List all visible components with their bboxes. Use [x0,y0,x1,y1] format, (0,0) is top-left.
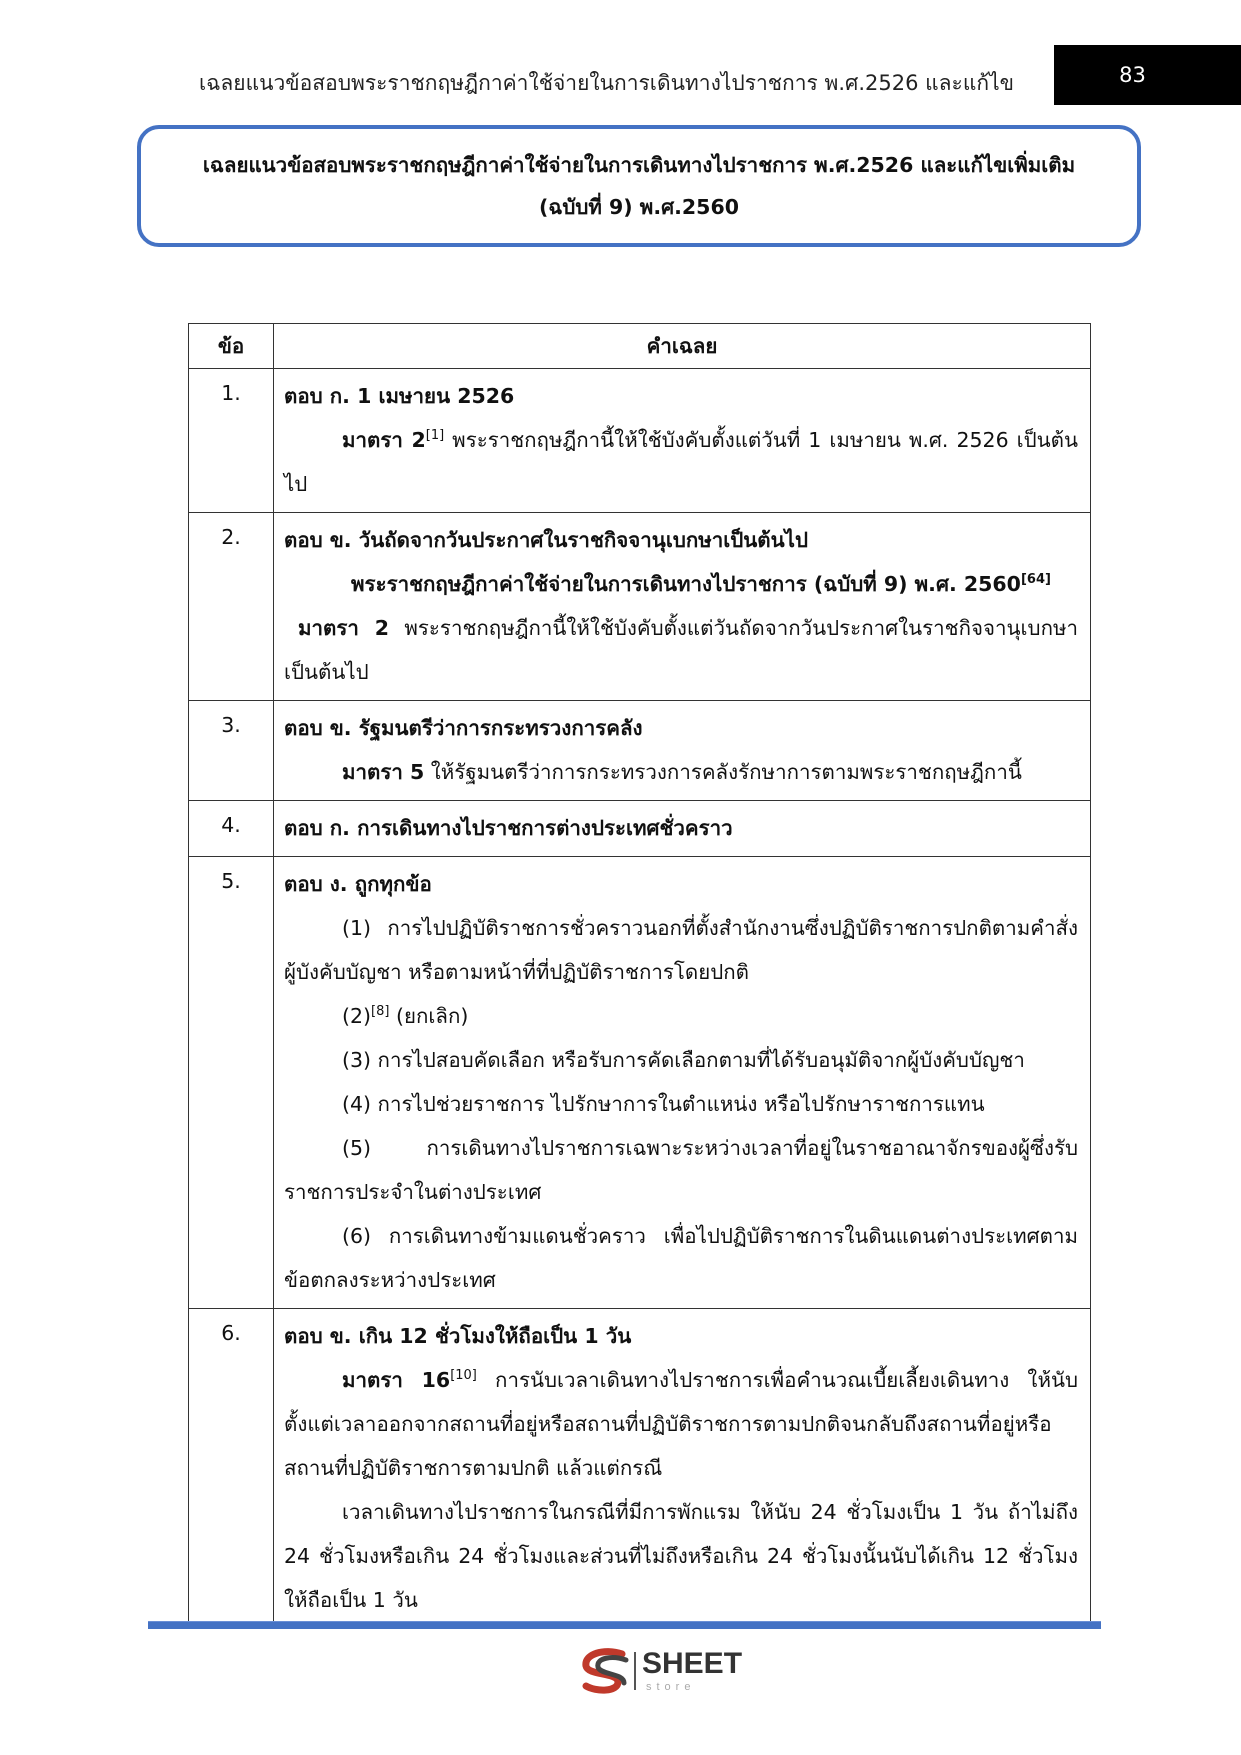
decree-subtitle [284,562,1078,606]
section-label: มาตรา 2 [342,428,426,452]
title-box [137,125,1141,247]
row-number: 1. [189,369,274,513]
section-text: พระราชกฤษฎีกานี้ให้ใช้บังคับตั้งแต่วันที่ 1 เมษายน พ.ศ. 2526 เป็นต้นไป [284,428,1078,496]
row-answer-cell [274,513,1091,701]
answer-line: ตอบ ง. ถูกทุกข้อ [284,872,432,896]
table-row [189,701,1091,801]
row-number: 4. [189,801,274,857]
table-row [189,1309,1091,1629]
paragraph: เวลาเดินทางไปราชการในกรณีที่มีการพักแรม ให้นับ 24 ชั่วโมงเป็น 1 วัน ถ้าไม่ถึง 24 ชั่วโมงหรือเกิน 24 ชั่วโมงและส่วนที่ไม่ถึงหรือเกิน 24 ชั่วโมงนั้นนับได้เกิน 12 ชั่วโมง ให้ถือเป็น 1 วัน [284,1500,1078,1612]
answer-line: ตอบ ข. รัฐมนตรีว่าการกระทรวงการคลัง [284,716,643,740]
title-line-2: (ฉบับที่ 9) พ.ศ.2560 [539,195,739,219]
row-answer-cell [274,801,1091,857]
running-header-title: เฉลยแนวข้อสอบพระราชกฤษฎีกาค่าใช้จ่ายในการเดินทางไปราชการ พ.ศ.2526 และแก้ไข [198,71,1014,95]
table-row [189,801,1091,857]
decree-subtitle-text: พระราชกฤษฎีกาค่าใช้จ่ายในการเดินทางไปราชการ (ฉบับที่ 9) พ.ศ. 2560 [351,572,1021,596]
section-text: พระราชกฤษฎีกานี้ให้ใช้บังคับตั้งแต่วันถัดจากวันประกาศในราชกิจจานุเบกษาเป็นต้นไป [284,616,1079,684]
footnote-ref: [10] [450,1368,477,1384]
row-answer-cell [274,1309,1091,1629]
footnote-ref: [8] [371,1004,390,1020]
column-header-no: ข้อ [189,324,274,369]
title-line-1: เฉลยแนวข้อสอบพระราชกฤษฎีกาค่าใช้จ่ายในการเดินทางไปราชการ พ.ศ.2526 และแก้ไขเพิ่มเติม [202,153,1076,177]
row-answer-cell [274,701,1091,801]
footer-rule [148,1621,1101,1629]
running-header [0,67,1034,100]
row-number: 6. [189,1309,274,1629]
section-label: มาตรา 2 [298,616,390,640]
table-row [189,857,1091,1309]
row-number: 3. [189,701,274,801]
list-item: (6) การเดินทางข้ามแดนชั่วคราว เพื่อไปปฏิบัติราชการในดินแดนต่างประเทศตามข้อตกลงระหว่างประเทศ [284,1224,1078,1292]
section-paragraph [284,606,1078,694]
answer-line: ตอบ ข. วันถัดจากวันประกาศในราชกิจจานุเบกษาเป็นต้นไป [284,528,808,552]
table-header-row [189,324,1091,369]
row-answer-cell [274,369,1091,513]
section-label: มาตรา 16 [342,1368,451,1392]
answer-line: ตอบ ข. เกิน 12 ชั่วโมงให้ถือเป็น 1 วัน [284,1324,632,1348]
logo-separator [634,1652,636,1690]
list-item: (3) การไปสอบคัดเลือก หรือรับการคัดเลือกตามที่ได้รับอนุมัติจากผู้บังคับบัญชา [342,1048,1025,1072]
logo-brand-text: SHEET [642,1647,743,1680]
list-item: (4) การไปช่วยราชการ ไปรักษาการในตำแหน่ง หรือไปรักษาราชการแทน [342,1092,985,1116]
answer-table [188,323,1091,1629]
footnote-ref: [64] [1020,572,1051,588]
list-item: (5) การเดินทางไปราชการเฉพาะระหว่างเวลาที่อยู่ในราชอาณาจักรของผู้ซึ่งรับราชการประจำในต่างประเทศ [284,1136,1078,1204]
page-number: 83 [1119,63,1146,87]
page-number-box [1054,45,1241,105]
answer-line: ตอบ ก. การเดินทางไปราชการต่างประเทศชั่วคราว [284,816,733,840]
footnote-ref: [1] [425,428,445,444]
answer-line: ตอบ ก. 1 เมษายน 2526 [284,384,515,408]
item2-label: (2) [342,1004,372,1028]
table-row [189,513,1091,701]
logo-brand-subtext: store [646,1681,696,1693]
row-number: 5. [189,857,274,1309]
section-paragraph [284,1358,1078,1490]
section-paragraph [284,418,1078,506]
row-answer-cell [274,857,1091,1309]
list-item [284,994,1078,1038]
row-number: 2. [189,513,274,701]
section-text: ให้รัฐมนตรีว่าการกระทรวงการคลังรักษาการตามพระราชกฤษฎีกานี้ [424,760,1022,784]
table-row [189,369,1091,513]
section-paragraph [284,750,1078,794]
column-header-answer: คำเฉลย [274,324,1091,369]
section-label: มาตรา 5 [342,760,425,784]
list-item: (1) การไปปฏิบัติราชการชั่วคราวนอกที่ตั้งสำนักงานซึ่งปฏิบัติราชการปกติตามคำสั่งผู้บังคับบัญชา หรือตามหน้าที่ที่ปฏิบัติราชการโดยปกติ [284,916,1078,984]
item2-text: (ยกเลิก) [389,1004,469,1028]
section-text: การนับเวลาเดินทางไปราชการเพื่อคำนวณเบี้ยเลี้ยงเดินทาง ให้นับตั้งแต่เวลาออกจากสถานที่อยู่หรือสถานที่ปฏิบัติราชการตามปกติจนกลับถึงสถานที่อยู่หรือสถานที่ปฏิบัติราชการตามปกติ แล้วแต่กรณี [284,1368,1078,1480]
